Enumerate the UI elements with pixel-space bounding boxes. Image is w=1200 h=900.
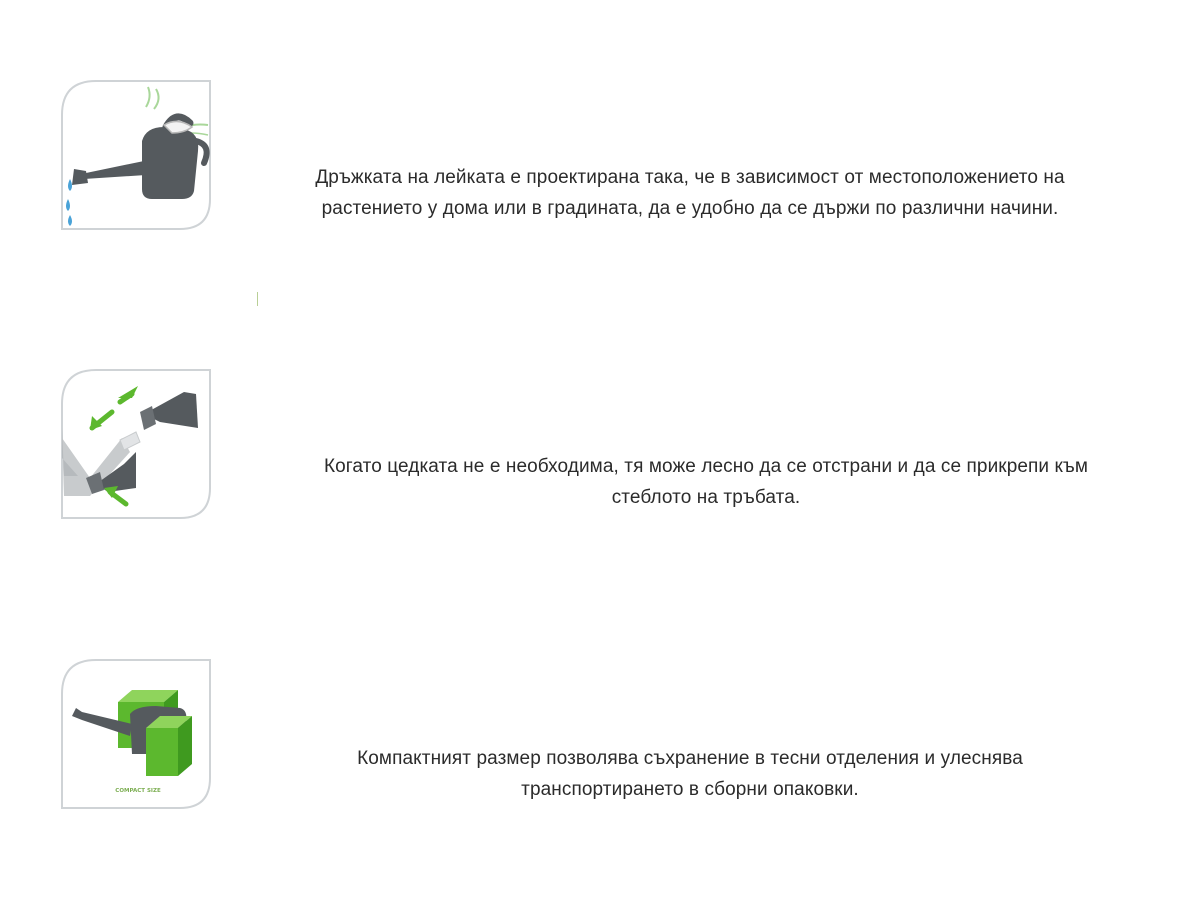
feature-description: Когато цедката не е необходима, тя може лесно да се отстрани и да се прикрепи към стеблото на тръбата.: [323, 456, 1089, 508]
feature-description: Компактният размер позволява съхранение в тесни отделения и улеснява транспортирането в сборни опаковки.: [357, 748, 1023, 800]
compact-size-icon: [60, 658, 212, 810]
watering-can-handle-icon: [60, 79, 212, 231]
detachable-spout-icon: [60, 368, 212, 520]
compact-size-caption: COMPACT SIZE: [115, 788, 161, 794]
divider-tick: [257, 292, 258, 306]
feature-description: Дръжката на лейката е проектирана така, че в зависимост от местоположението на растението у дома или в градината, да е удобно да се държи по различни начини.: [315, 167, 1065, 219]
